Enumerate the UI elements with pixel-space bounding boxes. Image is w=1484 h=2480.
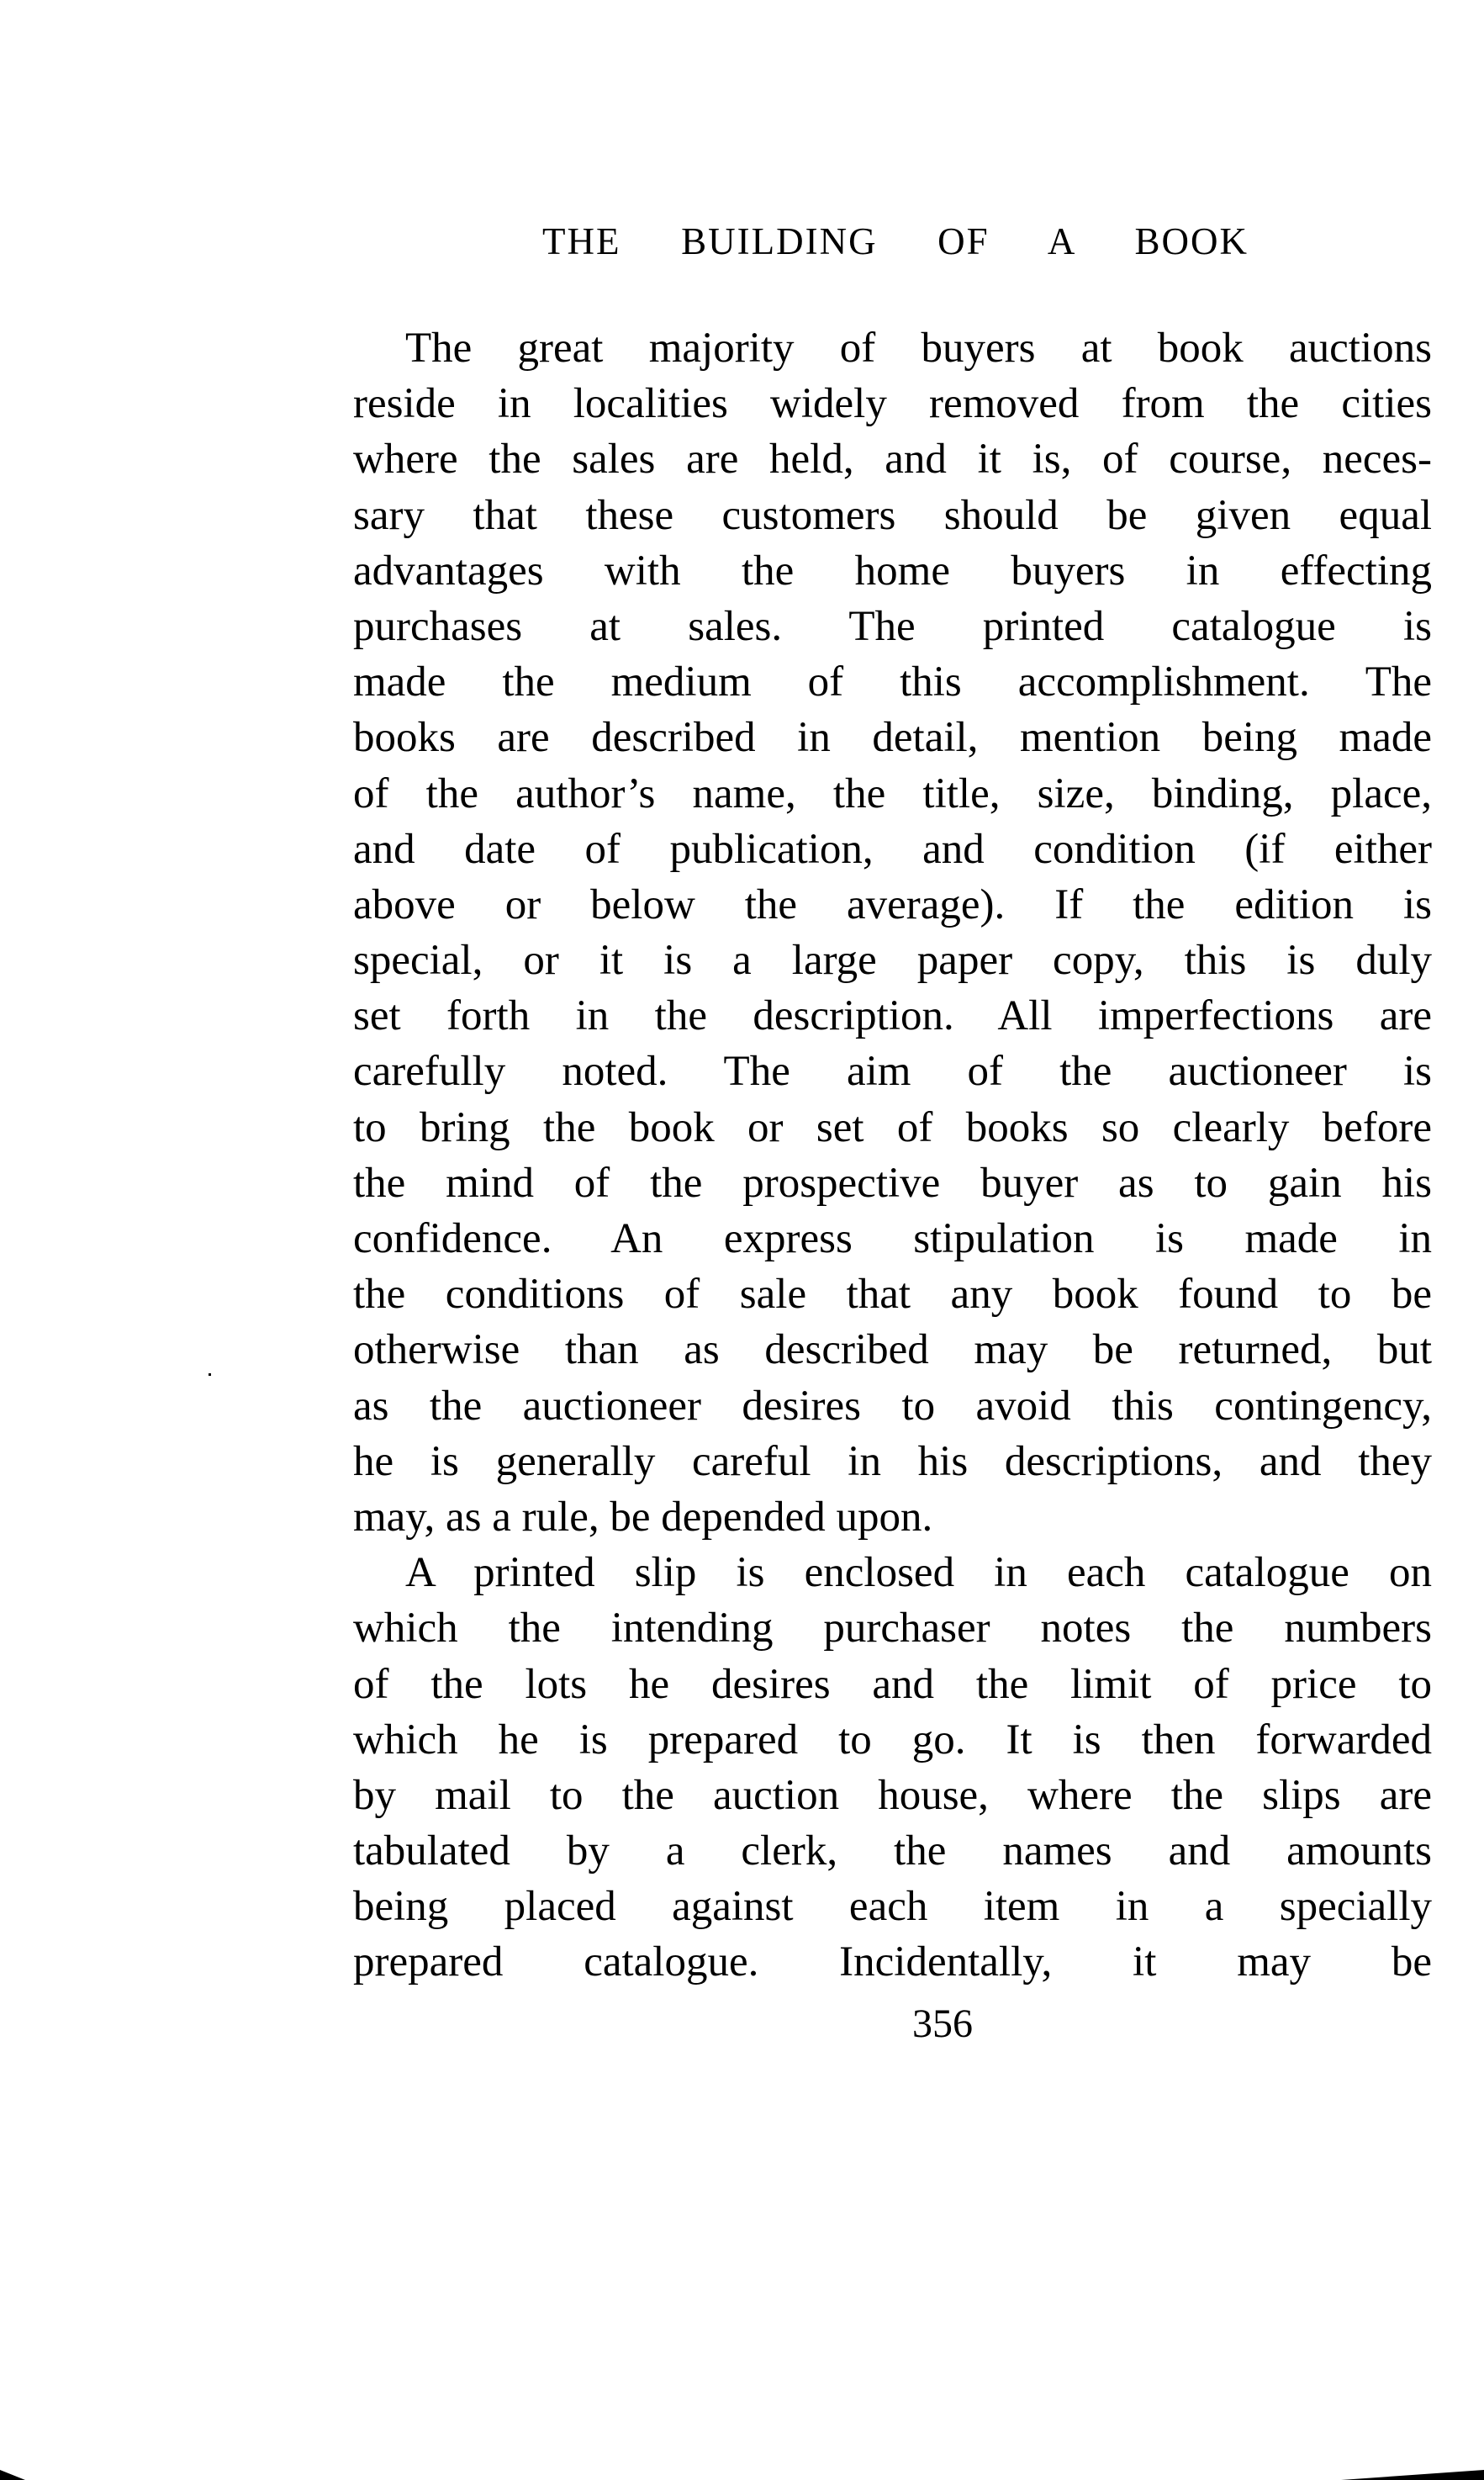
text-line: tabulated by a clerk, the names and amounts [353, 1827, 1432, 1875]
scan-edge-shadow-left [0, 2470, 25, 2480]
running-head: THE BUILDING OF A BOOK [542, 220, 1249, 262]
text-line: confidence. An express stipulation is made in [353, 1215, 1432, 1262]
scan-edge-shadow-right [1341, 2470, 1484, 2480]
text-line: carefully noted. The aim of the auctioneer is [353, 1048, 1432, 1096]
text-line: The great majority of buyers at book auctions [405, 325, 1432, 372]
page-number: 356 [912, 2001, 973, 2046]
text-line: made the medium of this accomplishment. The [353, 658, 1432, 706]
body-text [353, 320, 1432, 1991]
text-line: he is generally careful in his descriptions, and they [353, 1437, 1432, 1485]
text-line: and date of publication, and condition (if either [353, 825, 1432, 873]
text-line: set forth in the description. All imperfections are [353, 992, 1432, 1040]
scan-speck [209, 1373, 211, 1376]
text-line: to bring the book or set of books so clearly before [353, 1103, 1432, 1151]
text-line: of the lots he desires and the limit of price to [353, 1660, 1432, 1708]
text-line: as the auctioneer desires to avoid this contingency, [353, 1382, 1432, 1430]
text-line: prepared catalogue. Incidentally, it may be [353, 1938, 1432, 1986]
text-line: which the intending purchaser notes the numbers [353, 1605, 1432, 1652]
text-line: of the author’s name, the title, size, binding, place, [353, 769, 1432, 817]
text-line: being placed against each item in a specially [353, 1883, 1432, 1931]
paragraph-2 [353, 1545, 1432, 1991]
text-line: where the sales are held, and it is, of course, neces- [353, 436, 1432, 484]
paragraph-1 [353, 320, 1432, 1545]
text-line: the conditions of sale that any book found to be [353, 1271, 1432, 1319]
text-line: above or below the average). If the edition is [353, 880, 1432, 928]
text-line: A printed slip is enclosed in each catalogue on [405, 1549, 1432, 1597]
text-line: may, as a rule, be depended upon. [353, 1493, 933, 1541]
text-line: which he is prepared to go. It is then forwarded [353, 1716, 1432, 1763]
text-line: books are described in detail, mention being made [353, 714, 1432, 762]
text-line: special, or it is a large paper copy, this is duly [353, 937, 1432, 985]
text-line: reside in localities widely removed from the cities [353, 380, 1432, 428]
text-line: sary that these customers should be given equal [353, 491, 1432, 539]
text-line: purchases at sales. The printed catalogue is [353, 602, 1432, 650]
text-line: the mind of the prospective buyer as to gain his [353, 1159, 1432, 1207]
text-line: otherwise than as described may be returned, but [353, 1326, 1432, 1374]
text-line: by mail to the auction house, where the slips are [353, 1771, 1432, 1819]
text-line: advantages with the home buyers in effecting [353, 547, 1432, 595]
